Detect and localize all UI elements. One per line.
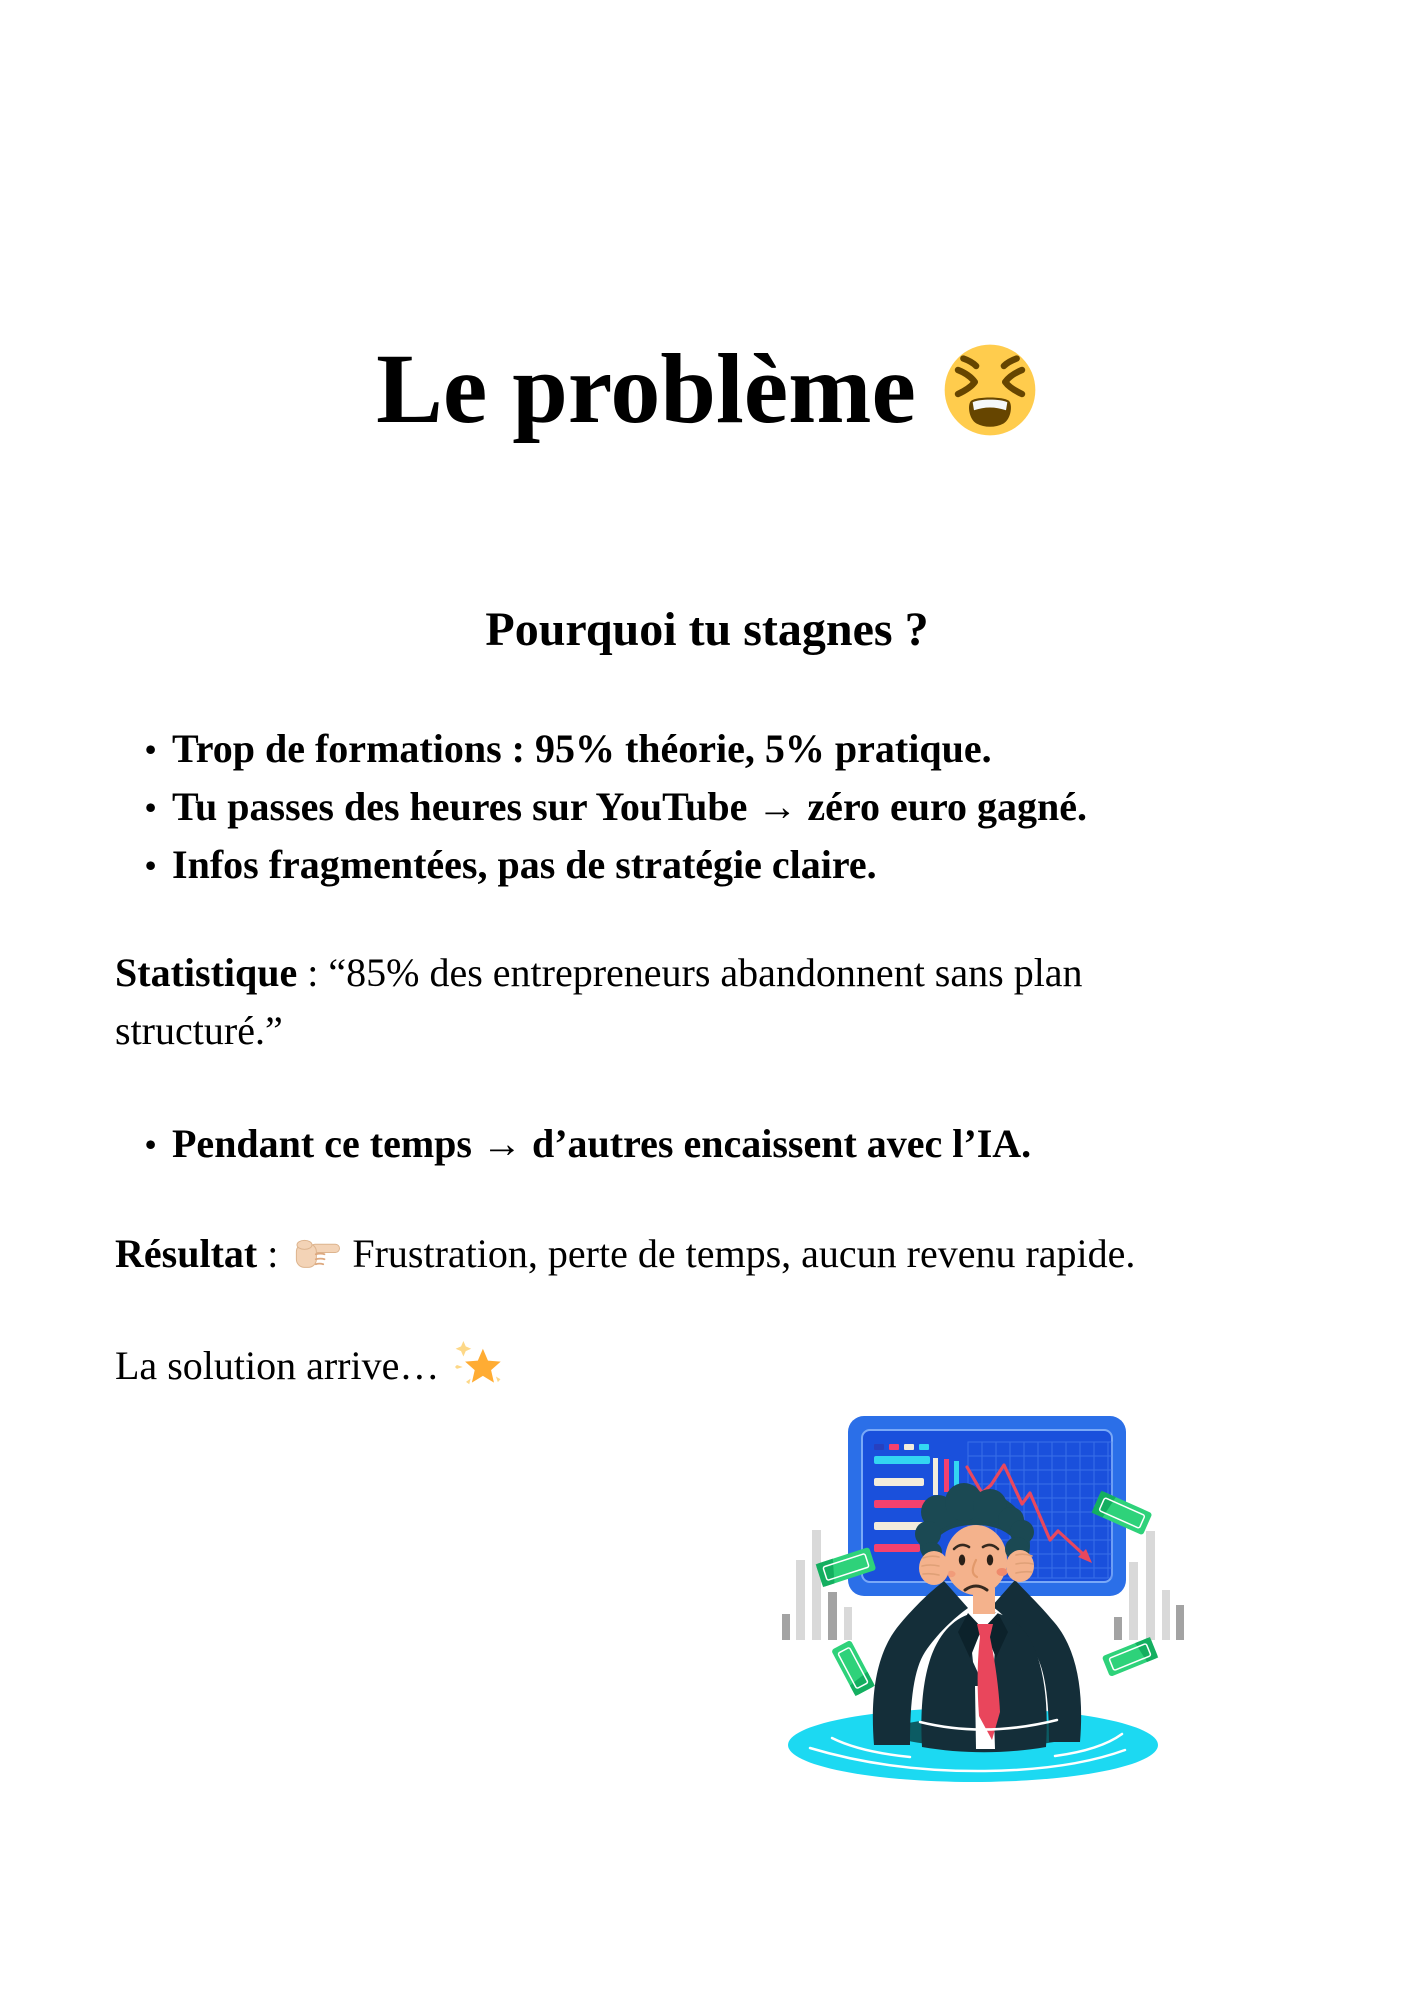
statistic-text-line1: “85% des entrepreneurs abandonnent sans plan [328, 950, 1083, 995]
statistic-text-line2: structuré.” [115, 1008, 283, 1053]
statistic-paragraph [115, 944, 1305, 1060]
tired-face-emoji-icon [942, 342, 1038, 438]
bullet-item: • Tu passes des heures sur YouTube → zéro euro gagné. [115, 778, 1305, 836]
page-title [0, 333, 1414, 444]
bullet-item: • Infos fragmentées, pas de stratégie claire. [115, 836, 1305, 894]
glowing-star-icon [453, 1339, 505, 1391]
statistic-label: Statistique [115, 950, 298, 995]
bullet-item: • Trop de formations : 95% théorie, 5% pratique. [115, 720, 1305, 778]
result-paragraph [115, 1225, 1305, 1283]
bullet-item: • Pendant ce temps → d’autres encaissent avec l’IA. [115, 1115, 1305, 1173]
bullet-list [115, 1115, 1305, 1173]
money-bill [831, 1640, 875, 1696]
bar-chart-backdrop-left [782, 1530, 852, 1640]
result-label: Résultat [115, 1231, 258, 1276]
bullet-list [115, 720, 1305, 894]
section-heading: Pourquoi tu stagnes ? [485, 603, 929, 656]
statistic-colon: : [297, 950, 329, 995]
solution-text: La solution arrive… [115, 1343, 440, 1388]
stressed-businessman-illustration [770, 1400, 1190, 1800]
money-bill [1102, 1637, 1158, 1677]
result-text: Frustration, perte de temps, aucun revenu rapide. [352, 1231, 1136, 1276]
pointing-right-hand-icon [292, 1231, 342, 1271]
solution-paragraph [115, 1337, 1305, 1395]
result-colon: : [257, 1231, 289, 1276]
page-title-text: Le problème [376, 333, 916, 444]
